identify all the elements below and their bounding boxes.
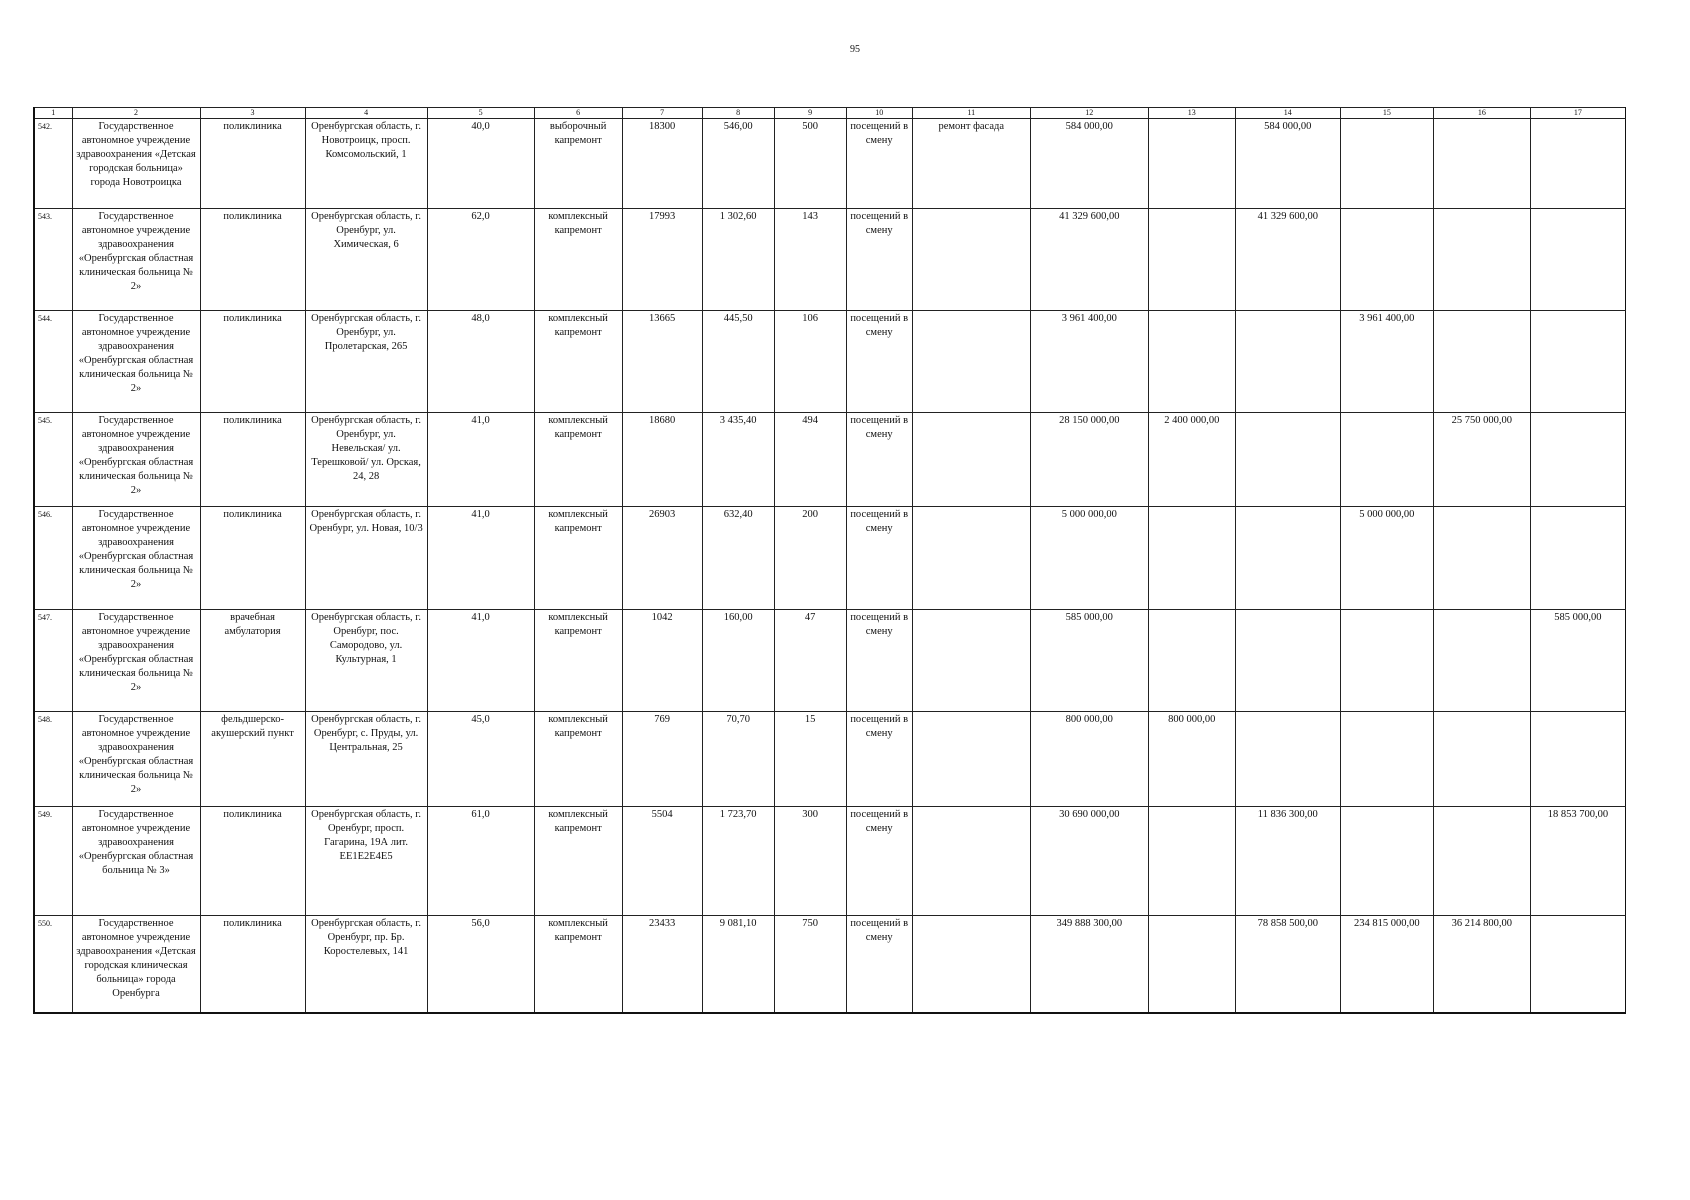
note [912,209,1030,311]
column-number: 1 [34,108,72,119]
capacity: 200 [774,507,846,610]
cost-col-16 [1433,610,1530,712]
cost-col-17: 18 853 700,00 [1530,807,1625,916]
note [912,413,1030,507]
cost-col-16 [1433,209,1530,311]
capacity: 300 [774,807,846,916]
note: ремонт фасада [912,119,1030,209]
cost-col-17 [1530,712,1625,807]
area: 769 [622,712,702,807]
address: Оренбургская область, г. Оренбург, ул. Невельская/ ул. Терешковой/ ул. Орская, 24, 28 [305,413,427,507]
area: 1042 [622,610,702,712]
cost-col-13 [1148,916,1235,1013]
cost-col-15 [1340,807,1433,916]
capacity: 143 [774,209,846,311]
address: Оренбургская область, г. Оренбург, ул. Пролетарская, 265 [305,311,427,413]
cost-col-15 [1340,712,1433,807]
capacity-unit: посещений в смену [846,209,912,311]
column-number: 8 [702,108,774,119]
capacity: 500 [774,119,846,209]
column-number: 4 [305,108,427,119]
capacity-unit: посещений в смену [846,916,912,1013]
cost-per-m2: 160,00 [702,610,774,712]
area: 26903 [622,507,702,610]
institution-name: Государственное автономное учреждение здравоохранения «Оренбургская областная клиническая больница № 2» [72,413,200,507]
column-number: 5 [427,108,534,119]
cost-col-17: 585 000,00 [1530,610,1625,712]
note [912,712,1030,807]
wear-percent: 48,0 [427,311,534,413]
facility-type: врачебная амбулатория [200,610,305,712]
wear-percent: 62,0 [427,209,534,311]
note [912,311,1030,413]
work-type: комплексный капремонт [534,209,622,311]
address: Оренбургская область, г. Оренбург, пр. Бр. Коростелевых, 141 [305,916,427,1013]
cost-per-m2: 1 723,70 [702,807,774,916]
column-number: 9 [774,108,846,119]
cost-col-13 [1148,209,1235,311]
facility-type: поликлиника [200,209,305,311]
capacity-unit: посещений в смену [846,311,912,413]
row-number: 544. [34,311,72,413]
address: Оренбургская область, г. Оренбург, пос. Самородово, ул. Культурная, 1 [305,610,427,712]
wear-percent: 45,0 [427,712,534,807]
table-row [34,712,1626,807]
area: 5504 [622,807,702,916]
work-type: комплексный капремонт [534,807,622,916]
column-number-row [34,108,1626,119]
column-number: 7 [622,108,702,119]
wear-percent: 41,0 [427,413,534,507]
work-type: комплексный капремонт [534,610,622,712]
facility-type: поликлиника [200,807,305,916]
cost-per-m2: 1 302,60 [702,209,774,311]
institution-name: Государственное автономное учреждение здравоохранения «Детская городская больница» города Новотроицка [72,119,200,209]
row-number: 548. [34,712,72,807]
cost-col-13 [1148,311,1235,413]
note [912,916,1030,1013]
cost-col-17 [1530,413,1625,507]
row-number: 543. [34,209,72,311]
total-cost: 30 690 000,00 [1030,807,1148,916]
cost-col-14 [1235,413,1340,507]
institution-name: Государственное автономное учреждение здравоохранения «Оренбургская областная клиническая больница № 2» [72,507,200,610]
institution-name: Государственное автономное учреждение здравоохранения «Оренбургская областная клиническая больница № 2» [72,311,200,413]
cost-col-13 [1148,119,1235,209]
capacity-unit: посещений в смену [846,413,912,507]
area: 18300 [622,119,702,209]
total-cost: 584 000,00 [1030,119,1148,209]
cost-col-16 [1433,119,1530,209]
column-number: 10 [846,108,912,119]
note [912,807,1030,916]
cost-col-14 [1235,311,1340,413]
cost-col-16 [1433,712,1530,807]
work-type: комплексный капремонт [534,712,622,807]
cost-col-15 [1340,119,1433,209]
cost-col-14 [1235,507,1340,610]
cost-col-15 [1340,413,1433,507]
facility-type: поликлиника [200,507,305,610]
page-number: 95 [850,44,860,55]
wear-percent: 40,0 [427,119,534,209]
wear-percent: 41,0 [427,507,534,610]
row-number: 546. [34,507,72,610]
registry-table [33,107,1626,1014]
cost-col-16 [1433,807,1530,916]
cost-col-17 [1530,119,1625,209]
area: 13665 [622,311,702,413]
table-row [34,507,1626,610]
capacity-unit: посещений в смену [846,119,912,209]
capacity-unit: посещений в смену [846,507,912,610]
table-row [34,916,1626,1013]
note [912,507,1030,610]
facility-type: поликлиника [200,916,305,1013]
table-row [34,209,1626,311]
capacity: 15 [774,712,846,807]
cost-col-14 [1235,712,1340,807]
capacity-unit: посещений в смену [846,807,912,916]
institution-name: Государственное автономное учреждение здравоохранения «Оренбургская областная клиническая больница № 2» [72,712,200,807]
area: 18680 [622,413,702,507]
capacity-unit: посещений в смену [846,712,912,807]
cost-col-14: 41 329 600,00 [1235,209,1340,311]
cost-col-15: 234 815 000,00 [1340,916,1433,1013]
area: 23433 [622,916,702,1013]
cost-col-15 [1340,209,1433,311]
table-row [34,413,1626,507]
cost-per-m2: 632,40 [702,507,774,610]
capacity: 47 [774,610,846,712]
address: Оренбургская область, г. Новотроицк, просп. Комсомольский, 1 [305,119,427,209]
total-cost: 41 329 600,00 [1030,209,1148,311]
capacity-unit: посещений в смену [846,610,912,712]
row-number: 542. [34,119,72,209]
facility-type: поликлиника [200,413,305,507]
capacity: 106 [774,311,846,413]
work-type: комплексный капремонт [534,916,622,1013]
cost-col-14: 11 836 300,00 [1235,807,1340,916]
cost-col-14 [1235,610,1340,712]
wear-percent: 61,0 [427,807,534,916]
wear-percent: 41,0 [427,610,534,712]
cost-col-16: 36 214 800,00 [1433,916,1530,1013]
column-number: 12 [1030,108,1148,119]
table-row [34,610,1626,712]
cost-col-16 [1433,311,1530,413]
cost-per-m2: 70,70 [702,712,774,807]
cost-col-13: 800 000,00 [1148,712,1235,807]
cost-col-16 [1433,507,1530,610]
cost-col-15: 3 961 400,00 [1340,311,1433,413]
column-number: 14 [1235,108,1340,119]
column-number: 6 [534,108,622,119]
cost-col-17 [1530,311,1625,413]
total-cost: 3 961 400,00 [1030,311,1148,413]
address: Оренбургская область, г. Оренбург, просп. Гагарина, 19А лит. ЕЕ1Е2Е4Е5 [305,807,427,916]
column-number: 17 [1530,108,1625,119]
address: Оренбургская область, г. Оренбург, ул. Новая, 10/3 [305,507,427,610]
capacity: 750 [774,916,846,1013]
area: 17993 [622,209,702,311]
table-row [34,807,1626,916]
cost-per-m2: 445,50 [702,311,774,413]
row-number: 547. [34,610,72,712]
facility-type: фельдшерско-акушерский пункт [200,712,305,807]
institution-name: Государственное автономное учреждение здравоохранения «Оренбургская областная клиническая больница № 2» [72,209,200,311]
cost-per-m2: 3 435,40 [702,413,774,507]
facility-type: поликлиника [200,311,305,413]
work-type: комплексный капремонт [534,507,622,610]
total-cost: 28 150 000,00 [1030,413,1148,507]
address: Оренбургская область, г. Оренбург, с. Пруды, ул. Центральная, 25 [305,712,427,807]
total-cost: 585 000,00 [1030,610,1148,712]
cost-col-13 [1148,507,1235,610]
institution-name: Государственное автономное учреждение здравоохранения «Оренбургская областная клиническая больница № 2» [72,610,200,712]
work-type: выборочный капремонт [534,119,622,209]
cost-per-m2: 9 081,10 [702,916,774,1013]
cost-col-13 [1148,610,1235,712]
total-cost: 800 000,00 [1030,712,1148,807]
cost-col-15: 5 000 000,00 [1340,507,1433,610]
work-type: комплексный капремонт [534,413,622,507]
column-number: 3 [200,108,305,119]
table-row [34,119,1626,209]
note [912,610,1030,712]
capacity: 494 [774,413,846,507]
total-cost: 349 888 300,00 [1030,916,1148,1013]
table-row [34,311,1626,413]
column-number: 2 [72,108,200,119]
row-number: 550. [34,916,72,1013]
column-number: 11 [912,108,1030,119]
cost-col-14: 78 858 500,00 [1235,916,1340,1013]
row-number: 545. [34,413,72,507]
institution-name: Государственное автономное учреждение здравоохранения «Детская городская клиническая больница» города Оренбурга [72,916,200,1013]
cost-col-17 [1530,916,1625,1013]
address: Оренбургская область, г. Оренбург, ул. Химическая, 6 [305,209,427,311]
cost-col-13: 2 400 000,00 [1148,413,1235,507]
cost-col-16: 25 750 000,00 [1433,413,1530,507]
column-number: 16 [1433,108,1530,119]
cost-col-14: 584 000,00 [1235,119,1340,209]
cost-col-15 [1340,610,1433,712]
cost-col-17 [1530,209,1625,311]
wear-percent: 56,0 [427,916,534,1013]
cost-col-17 [1530,507,1625,610]
column-number: 15 [1340,108,1433,119]
column-number: 13 [1148,108,1235,119]
row-number: 549. [34,807,72,916]
cost-col-13 [1148,807,1235,916]
cost-per-m2: 546,00 [702,119,774,209]
institution-name: Государственное автономное учреждение здравоохранения «Оренбургская областная больница № 3» [72,807,200,916]
total-cost: 5 000 000,00 [1030,507,1148,610]
facility-type: поликлиника [200,119,305,209]
work-type: комплексный капремонт [534,311,622,413]
